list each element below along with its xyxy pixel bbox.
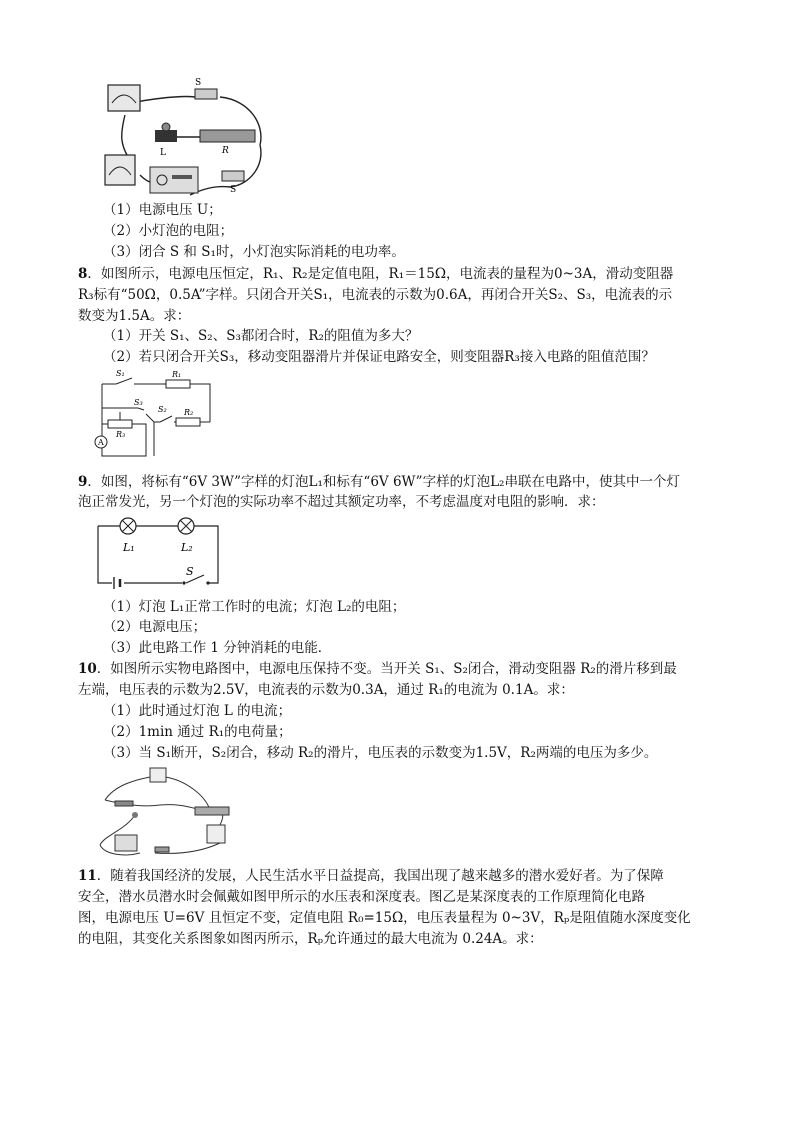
q11-line-2: 安全，潜水员潜水时会佩戴如图甲所示的水压表和深度表。图乙是某深度表的工作原理简化电路 [78,889,645,905]
q7-label-l: L [160,148,166,158]
q8-label-a: A [98,438,104,447]
q9-item-1: （1）灯泡 L₁正常工作时的电流；灯泡 L₂的电阻； [103,599,406,615]
q8-label-s1: S₁ [116,369,125,378]
q10-item-2: （2）1min 通过 R₁的电荷量； [103,724,292,740]
q7-label-s: S [195,78,202,88]
q10-number: 10 [78,661,97,677]
q10-item-1: （1）此时通过灯泡 L 的电流； [103,703,292,719]
q8-label-r1: R₁ [172,370,182,379]
q8-line-1: 8．如图所示，电源电压恒定，R₁、R₂是定值电阻，R₁＝15Ω，电流表的量程为0~3A，滑动变阻器 [78,266,674,282]
q8-label-s3: S₃ [134,398,143,407]
q11-number: 11 [78,868,97,884]
q11-line-4: 的电阻，其变化关系图象如图丙所示，Rₚ允许通过的最大电流为 0.24A。求： [78,931,543,947]
q8-label-r2: R₂ [184,408,194,417]
q7-item-2: （2）小灯泡的电阻； [103,223,234,239]
q9-item-3: （3）此电路工作 1 分钟消耗的电能． [103,640,332,656]
q7-circuit-photo [100,75,275,197]
q7-label-r: R [222,146,229,156]
q8-item-1: （1）开关 S₁、S₂、S₃都闭合时，R₂的阻值为多大？ [103,328,419,344]
q8-item-2: （2）若只闭合开关S₃，移动变阻器滑片并保证电路安全，则变阻器R₃接入电路的阻值范围？ [103,349,655,365]
q11-line-1: 11．随着我国经济的发展，人民生活水平日益提高，我国出现了越来越多的潜水爱好者。为了保障 [78,868,664,884]
q11-line-3: 图，电源电压 U=6V 且恒定不变，定值电阻 R₀=15Ω，电压表量程为 0~3V，Rₚ是阻值随水深度变化 [78,910,691,926]
q8-number: 8 [78,266,88,282]
q7-item-1: （1）电源电压 U； [103,202,222,218]
q10-item-3: （3）当 S₁断开，S₂闭合，移动 R₂的滑片，电压表的示数变为1.5V，R₂两端的电压为多少。 [103,745,658,761]
q9-label-l2: L₂ [181,541,193,554]
q8-line-3: 数变为1.5A。求： [78,308,191,324]
q7-label-s1: S [230,185,237,195]
q9-number: 9 [78,474,88,490]
q8-label-r3: R₃ [116,430,126,439]
q9-circuit-diagram [96,513,222,589]
q9-item-2: （2）电源电压； [103,619,207,635]
q10-circuit-photo [95,765,245,860]
q7-item-3: （3）闭合 S 和 S₁时，小灯泡实际消耗的电功率。 [103,244,405,260]
q10-line-1: 10．如图所示实物电路图中，电源电压保持不变。当开关 S₁、S₂闭合，滑动变阻器 R₂的滑片移到最 [78,661,677,677]
q10-line-2: 左端，电压表的示数为2.5V，电流表的示数为0.3A，通过 R₁的电流为 0.1A。求： [78,682,574,698]
q8-label-s2: S₂ [158,405,167,414]
q9-label-s: S [186,565,194,578]
q8-circuit-diagram [88,368,218,465]
q8-line-2: R₃标有“50Ω，0.5A”字样。只闭合开关S₁，电流表的示数为0.6A，再闭合开关S₂、S₃，电流表的示 [78,287,673,303]
q9-label-l1: L₁ [123,541,135,554]
q9-line-1: 9．如图，将标有“6V 3W”字样的灯泡L₁和标有“6V 6W”字样的灯泡L₂串联在电路中，使其中一个灯 [78,474,680,490]
q9-line-2: 泡正常发光，另一个灯泡的实际功率不超过其额定功率，不考虑温度对电阻的影响．求： [78,494,605,510]
